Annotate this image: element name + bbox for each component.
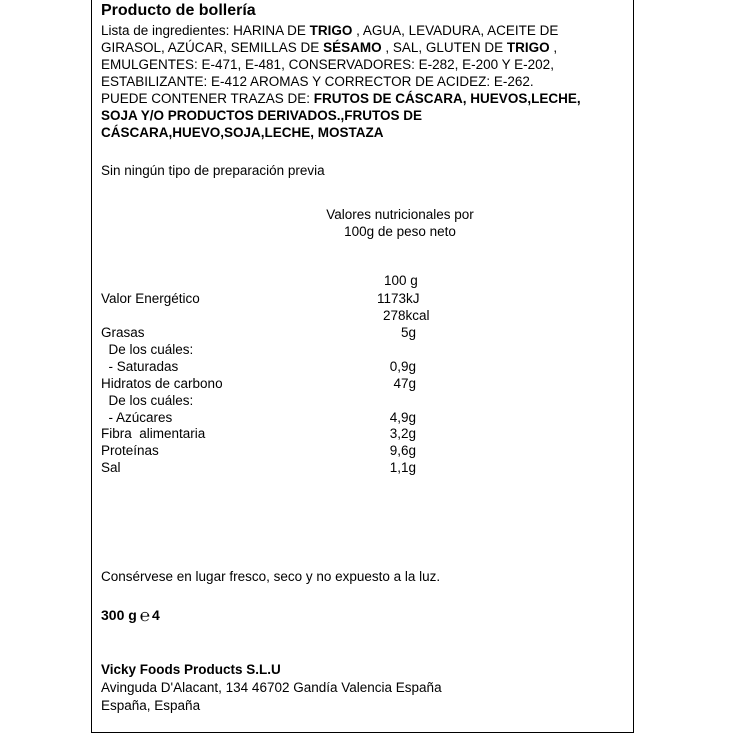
nutrition-header: [300, 206, 500, 240]
ingredients-text: ESTABILIZANTE: E-412 AROMAS Y CORRECTOR DE ACIDEZ: E-262.: [101, 74, 534, 89]
nutrition-row-value: 3,2g: [389, 426, 416, 441]
nutrition-row-value: 9,6g: [389, 443, 416, 458]
energy-kcal: 278kcal: [383, 308, 430, 323]
energy-label: Valor Energético: [101, 291, 200, 306]
ingredients-text: , AGUA, LEVADURA, ACEITE DE: [352, 23, 559, 38]
ingredients-line: [101, 107, 631, 124]
product-title: Producto de bollería: [101, 2, 256, 19]
nutrition-row-value: 0,9g: [389, 359, 416, 374]
nutrition-row-label: - Saturadas: [101, 359, 179, 374]
company-name: Vicky Foods Products S.L.U: [101, 662, 281, 677]
nutrition-row-label: Hidratos de carbono: [101, 376, 223, 391]
allergen-text: TRIGO: [506, 40, 550, 55]
nutrition-header-line1: Valores nutricionales por: [326, 207, 474, 222]
allergen-text: CÁSCARA,HUEVO,SOJA,LECHE, MOSTAZA: [101, 125, 384, 140]
storage-note: Consérvese en lugar fresco, seco y no expuesto a la luz.: [101, 569, 441, 584]
ingredients-line: [101, 39, 631, 56]
company-address: Avinguda D'Alacant, 134 46702 Gandía Valencia España: [101, 680, 442, 695]
ingredients-list: [101, 22, 631, 141]
nutrition-header-line2: 100g de peso neto: [344, 224, 456, 239]
ingredients-text: , SAL, GLUTEN DE: [381, 40, 507, 55]
nutrition-row-label: De los cuáles:: [101, 342, 194, 357]
ingredients-line: [101, 90, 631, 107]
ingredients-line: [101, 73, 631, 90]
ingredients-line: [101, 22, 631, 39]
allergen-text: TRIGO: [309, 23, 353, 38]
allergen-text: SOJA Y/O PRODUCTOS DERIVADOS.,FRUTOS DE: [101, 108, 423, 123]
nutrition-column-header: 100 g: [384, 273, 418, 288]
ingredients-text: ,: [549, 40, 558, 55]
nutrition-row-label: De los cuáles:: [101, 393, 194, 408]
nutrition-row-value: 1,1g: [389, 460, 416, 475]
ingredients-text: GIRASOL, AZÚCAR, SEMILLAS DE: [101, 40, 324, 55]
nutrition-row-value: 5g: [400, 325, 416, 340]
nutrition-row-label: Grasas: [101, 325, 145, 340]
allergen-text: SÉSAMO: [323, 40, 382, 55]
preparation-note: Sin ningún tipo de preparación previa: [101, 163, 325, 178]
ingredients-line: [101, 56, 631, 73]
nutrition-row-label: Sal: [101, 460, 121, 475]
net-weight-amount: 300 g: [101, 607, 137, 623]
ingredients-text: PUEDE CONTENER TRAZAS DE:: [101, 91, 314, 106]
nutrition-row-value: 47g: [393, 376, 416, 391]
net-weight-units: 4: [152, 607, 160, 623]
nutrition-row-value: 4,9g: [389, 410, 416, 425]
estimated-sign-icon: ℮: [139, 606, 151, 625]
company-country: España, España: [101, 698, 201, 713]
net-weight: [101, 605, 160, 625]
ingredients-text: EMULGENTES: E-471, E-481, CONSERVADORES: E-282, E-200 Y E-202,: [101, 57, 554, 72]
energy-kj: 1173kJ: [377, 291, 420, 306]
ingredients-line: [101, 124, 631, 141]
nutrition-row-label: - Azúcares: [101, 410, 173, 425]
nutrition-row-label: Proteínas: [101, 443, 159, 458]
nutrition-row-label: Fibra alimentaria: [101, 426, 206, 441]
allergen-text: FRUTOS DE CÁSCARA, HUEVOS,LECHE,: [313, 91, 581, 106]
ingredients-text: Lista de ingredientes: HARINA DE: [101, 23, 310, 38]
